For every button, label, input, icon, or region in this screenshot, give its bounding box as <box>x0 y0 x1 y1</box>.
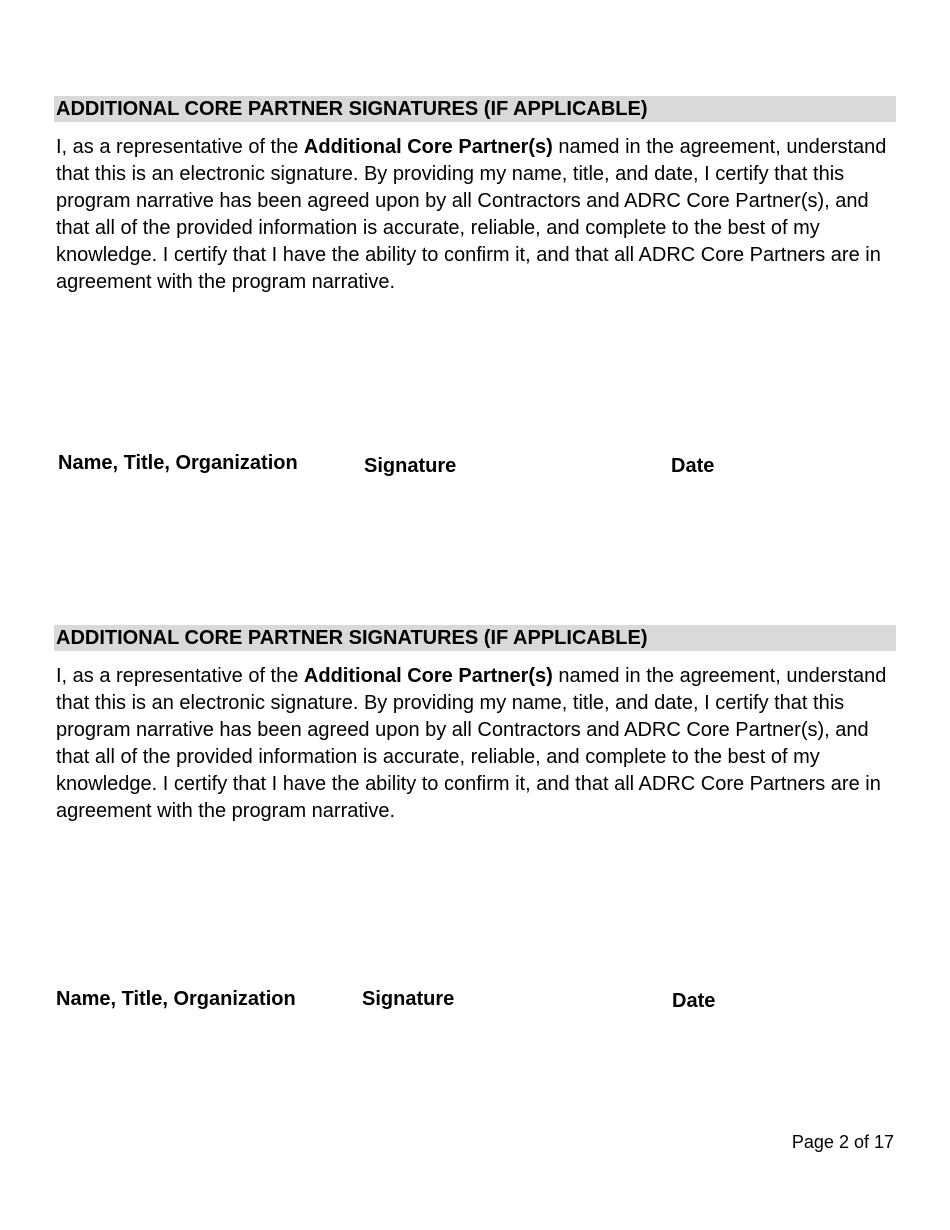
statement-party: Additional Core Partner(s) <box>303 136 553 158</box>
signature-label: Signature <box>362 988 455 1010</box>
section-1-statement <box>56 134 896 296</box>
statement-intro: I, as a representative of the <box>56 136 304 158</box>
name-title-organization-label: Name, Title, Organization <box>56 988 296 1010</box>
statement-party: Additional Core Partner(s) <box>303 665 553 687</box>
statement-body: named in the agreement, understand that this is an electronic signature. By providing my name, title, and date, I certify that this program narrative has been agreed upon by all Contractors and ADRC Core Partner(s), and that all of the provided information is accurate, reliable, and complete to the best of my knowledge. I certify that I have the ability to confirm it, and that all ADRC Core Partners are in agreement with the program narrative. <box>56 136 887 293</box>
signature-label: Signature <box>364 455 457 477</box>
name-title-organization-label: Name, Title, Organization <box>58 452 298 474</box>
date-label: Date <box>672 990 716 1012</box>
page-number: Page 2 of 17 <box>791 1132 894 1152</box>
section-2-heading: ADDITIONAL CORE PARTNER SIGNATURES (IF APPLICABLE) <box>54 625 896 651</box>
section-2-statement <box>56 663 896 825</box>
statement-intro: I, as a representative of the <box>56 665 304 687</box>
section-1-heading: ADDITIONAL CORE PARTNER SIGNATURES (IF APPLICABLE) <box>54 96 896 122</box>
date-label: Date <box>671 455 715 477</box>
statement-body: named in the agreement, understand that this is an electronic signature. By providing my name, title, and date, I certify that this program narrative has been agreed upon by all Contractors and ADRC Core Partner(s), and that all of the provided information is accurate, reliable, and complete to the best of my knowledge. I certify that I have the ability to confirm it, and that all ADRC Core Partners are in agreement with the program narrative. <box>56 665 887 822</box>
